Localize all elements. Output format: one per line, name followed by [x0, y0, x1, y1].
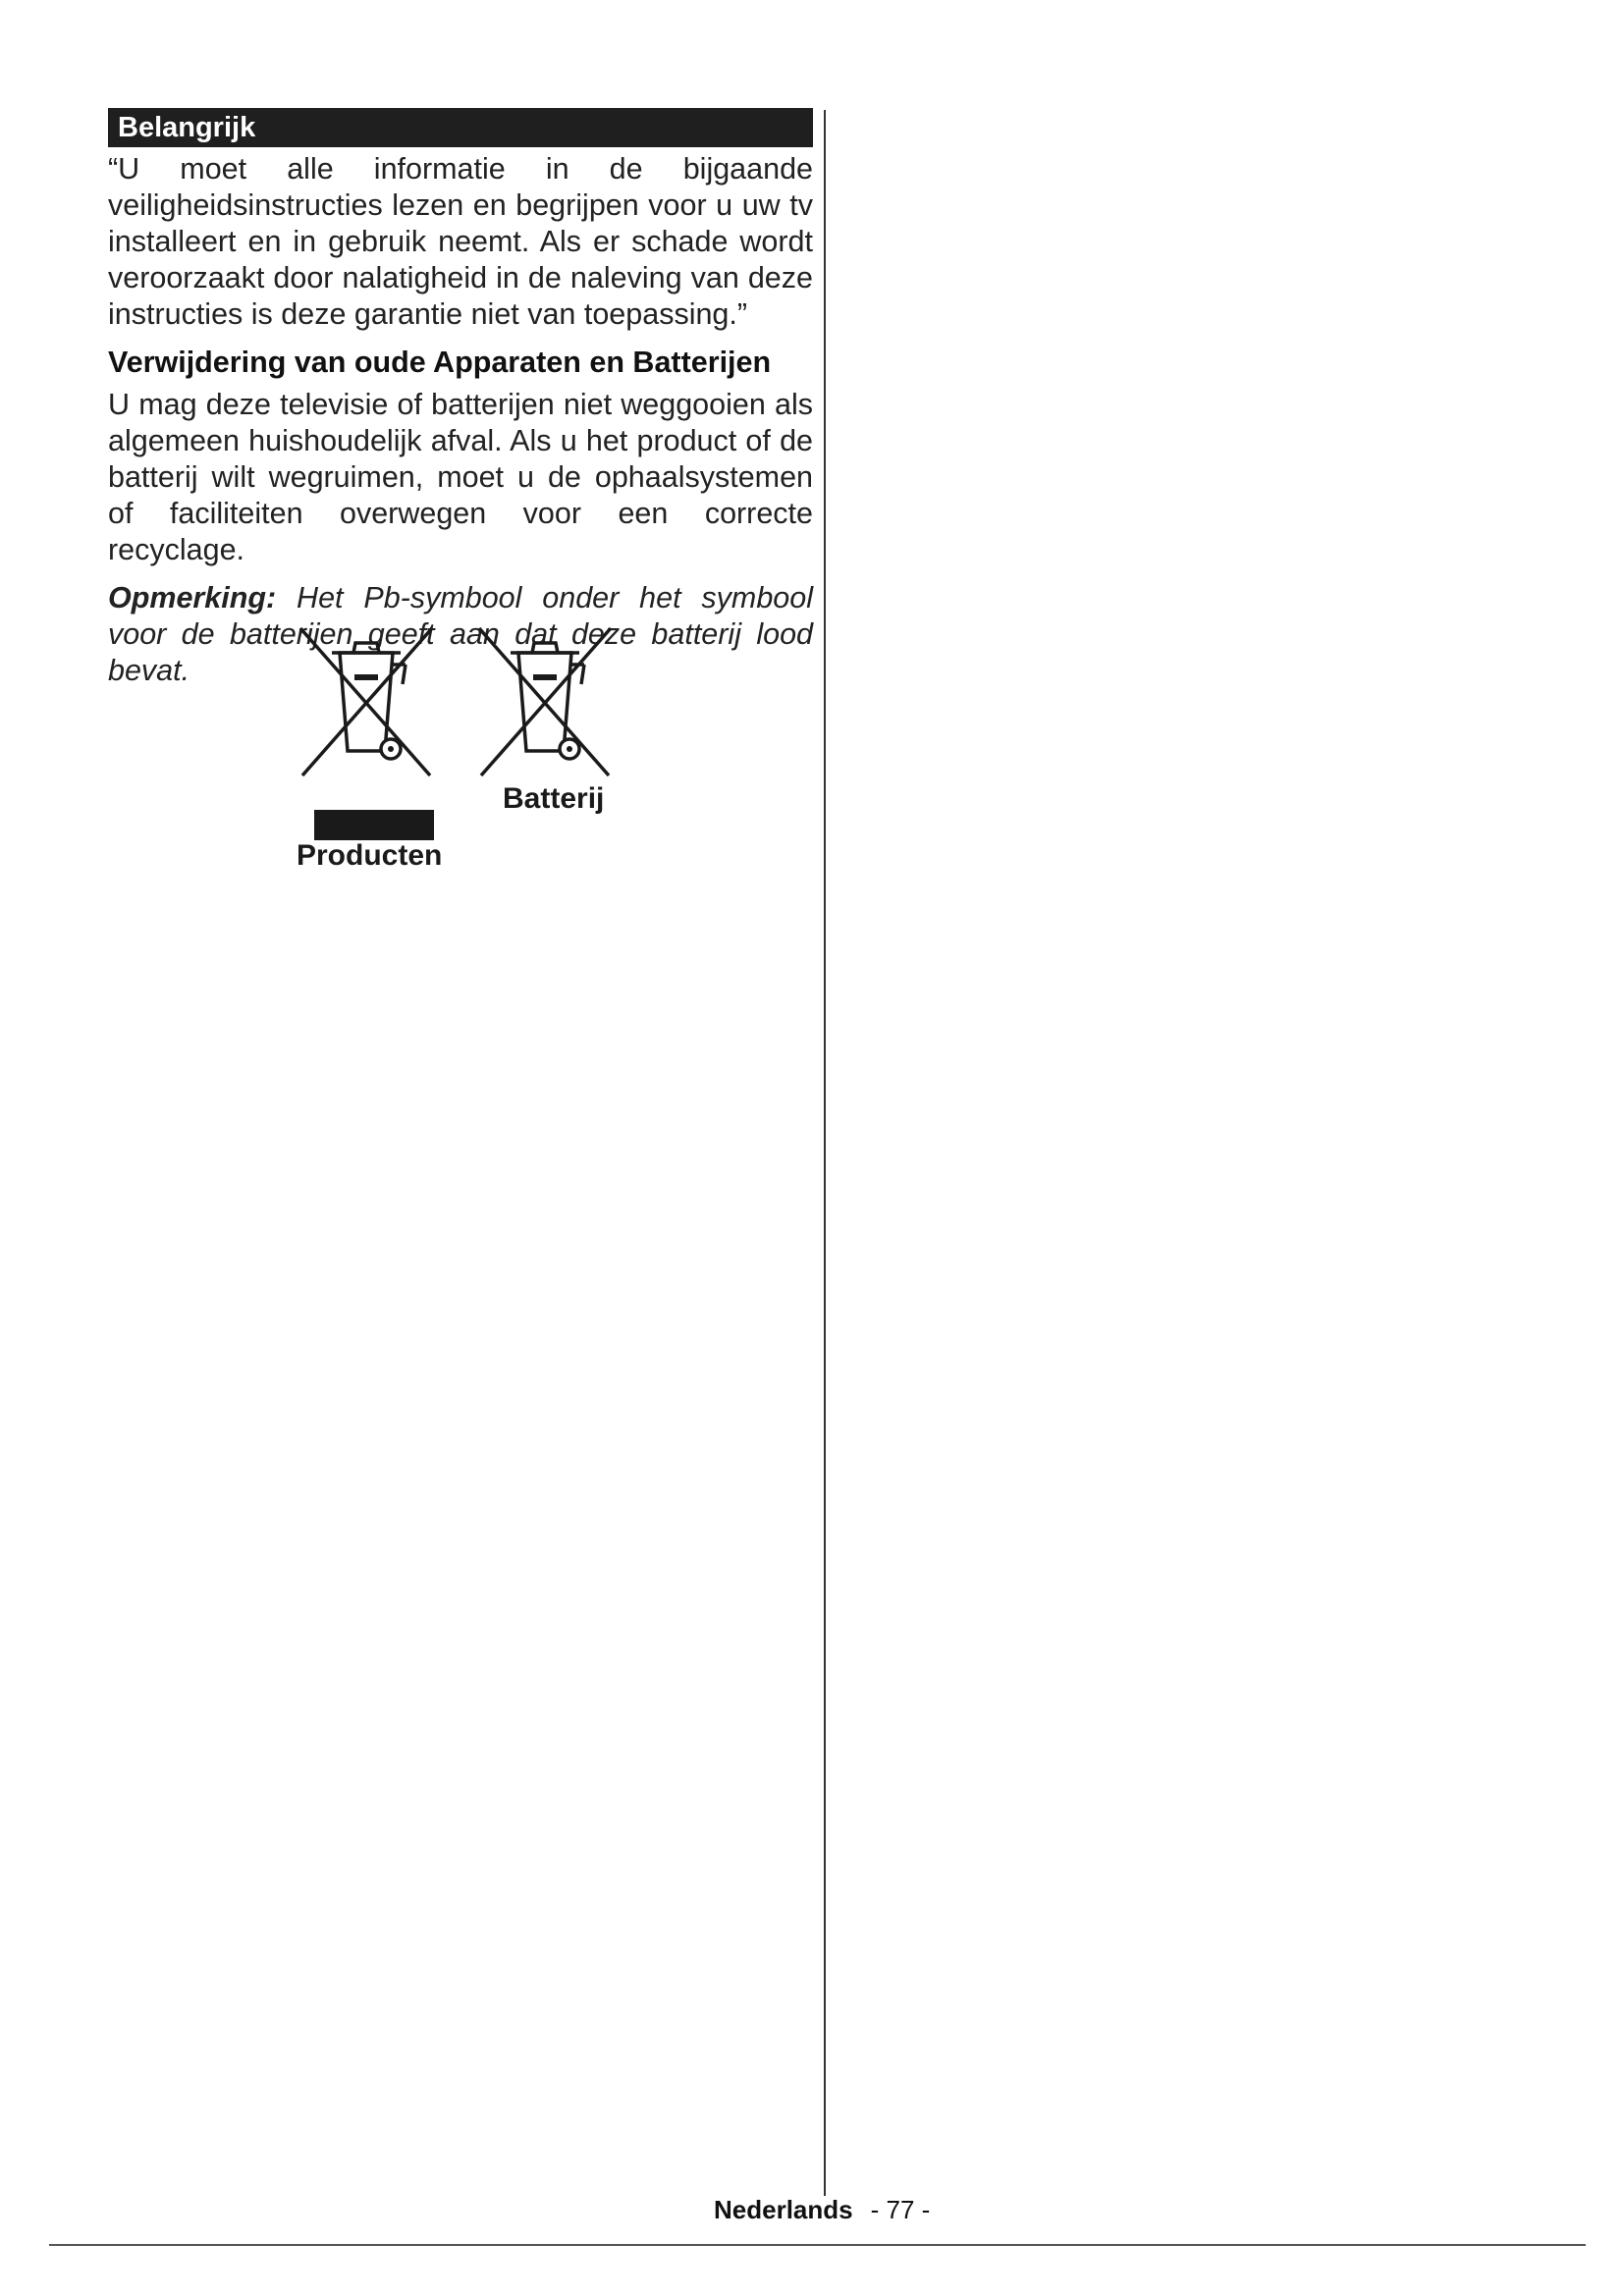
crossed-bin-products-icon	[293, 623, 440, 780]
footer-language: Nederlands	[714, 2195, 853, 2224]
page-number: - 77 -	[870, 2195, 931, 2224]
products-bar	[314, 810, 434, 840]
crossed-bin-battery-icon	[471, 623, 619, 780]
important-text: “U moet alle informatie in de bijgaande veiligheidsinstructies lezen en begrijpen voor u uw tv installeert en in gebruik neemt. Als er schade wordt veroorzaakt door nalatigheid in de naleving van deze instructies is deze garantie niet van toepassing.”	[108, 152, 813, 331]
footer-rule	[49, 2244, 1586, 2246]
disposal-symbols	[285, 623, 677, 879]
note-label: Opmerking:	[108, 581, 277, 614]
products-label: Producten	[297, 839, 443, 872]
page-footer	[714, 2195, 930, 2225]
note-text: Het Pb-symbool onder het symbool voor de batterijen geeft aan dat deze batterij lood bevat.	[108, 581, 813, 687]
left-column	[108, 108, 813, 689]
column-divider	[824, 110, 826, 2196]
disposal-heading: Verwijdering van oude Apparaten en Batterijen	[108, 346, 772, 379]
battery-label: Batterij	[503, 782, 605, 815]
important-heading: Belangrijk	[108, 108, 813, 147]
disposal-text: U mag deze televisie of batterijen niet weggooien als algemeen huishoudelijk afval. Als u het product of de batterij wilt wegruimen, moet u de ophaalsystemen of faciliteiten overwegen voor een correcte recyclage.	[108, 388, 813, 566]
